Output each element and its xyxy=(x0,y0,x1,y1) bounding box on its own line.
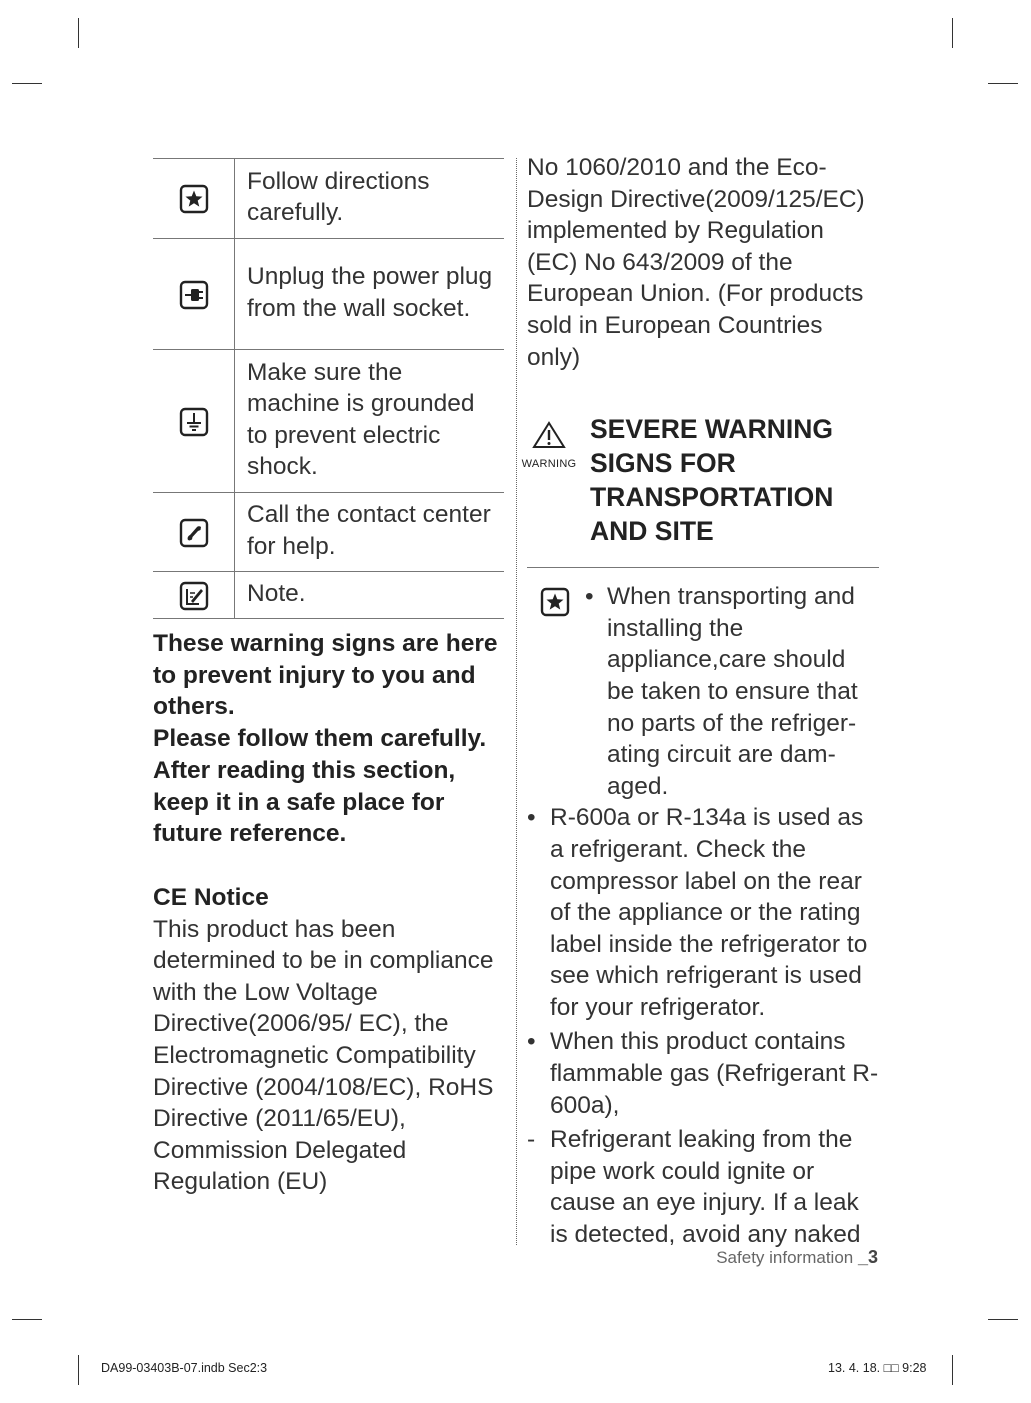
list-item xyxy=(527,1026,879,1121)
star-icon xyxy=(540,587,570,626)
sign-description: Call the contact center for help. xyxy=(235,493,505,572)
page-number: _3 xyxy=(857,1247,878,1267)
right-column xyxy=(521,152,879,1251)
crop-mark xyxy=(78,18,79,48)
warning-label: WARNING xyxy=(521,457,577,470)
column-divider xyxy=(516,158,517,1245)
crop-mark xyxy=(988,83,1018,84)
bullet-marker: • xyxy=(585,583,594,611)
sign-description: Note. xyxy=(235,572,505,619)
crop-mark xyxy=(952,18,953,48)
print-slug-date: 13. 4. 18. □□ 9:28 xyxy=(828,1361,927,1375)
warning-note-line: Please follow them carefully. xyxy=(153,725,487,753)
sign-description: Follow directions carefully. xyxy=(235,159,505,239)
crop-mark xyxy=(952,1355,953,1385)
print-slug-file: DA99-03403B-07.indb Sec2:3 xyxy=(101,1361,268,1375)
page-footer xyxy=(716,1247,878,1268)
sign-description: Unplug the power plug from the wall socket. xyxy=(235,239,505,350)
crop-mark xyxy=(988,1319,1018,1320)
list-item xyxy=(527,802,879,1023)
footer-section: Safety information xyxy=(716,1248,854,1267)
warning-badge xyxy=(519,421,579,470)
list-item-text: Refrigerant leaking from the pipe work could ignite or cause an eye injury. If a leak is detected, avoid any naked xyxy=(550,1126,861,1249)
table-row xyxy=(153,159,504,239)
list-item-text: When transporting and installing the appliance,care should be taken to ensure that no parts of the refriger-ating circuit are dam-aged. xyxy=(607,583,858,800)
warning-triangle-icon xyxy=(532,421,566,449)
warning-signs-table xyxy=(153,158,504,619)
warning-note-line: After reading this section, keep it in a safe place for future reference. xyxy=(153,756,456,848)
phone-icon xyxy=(179,518,209,548)
table-row xyxy=(153,572,504,619)
dash-marker: - xyxy=(527,1126,536,1154)
table-row xyxy=(153,493,504,572)
note-icon xyxy=(179,581,209,611)
ground-icon xyxy=(179,407,209,437)
bullet-marker: • xyxy=(527,804,536,832)
table-row xyxy=(153,239,504,350)
list-item xyxy=(527,1124,879,1250)
ce-notice-continued: No 1060/2010 and the Eco-Design Directive(2009/125/EC) implemented by Regulation (EC) No 643/2009 of the European Union. (For products sold in European Countries only) xyxy=(527,154,865,371)
crop-mark xyxy=(12,83,42,84)
ce-notice-body: This product has been determined to be in compliance with the Low Voltage Directive(2006/95/ EC), the Electromagnetic Compatibility Directive (2004/108/EC), RoHS Directive (2011/65/EU), Commission Delegated Regulation (EU) xyxy=(153,915,494,1196)
severe-warning-title: SEVERE WARNING SIGNS FOR TRANSPORTATION AND SITE xyxy=(590,414,834,547)
warning-note xyxy=(153,628,505,850)
sign-description: Make sure the machine is grounded to prevent electric shock. xyxy=(235,350,505,493)
crop-mark xyxy=(12,1319,42,1320)
crop-mark xyxy=(78,1355,79,1385)
unplug-icon xyxy=(179,280,209,310)
list-item-text: When this product contains flammable gas (Refrigerant R-600a), xyxy=(550,1028,879,1119)
list-item-text: R-600a or R-134a is used as a refrigerant. Check the compressor label on the rear of the appliance or the rating label inside the refrigerator to see which refrigerant is used for your refrigerator. xyxy=(550,804,868,1021)
bullet-marker: • xyxy=(527,1028,536,1056)
star-icon xyxy=(179,184,209,214)
warning-note-line: These warning signs are here to prevent injury to you and others. xyxy=(153,630,498,721)
list-item xyxy=(527,581,879,802)
ce-notice-title: CE Notice xyxy=(153,883,269,911)
table-row xyxy=(153,350,504,493)
left-column xyxy=(153,158,505,1198)
severe-warning-heading xyxy=(521,413,879,568)
